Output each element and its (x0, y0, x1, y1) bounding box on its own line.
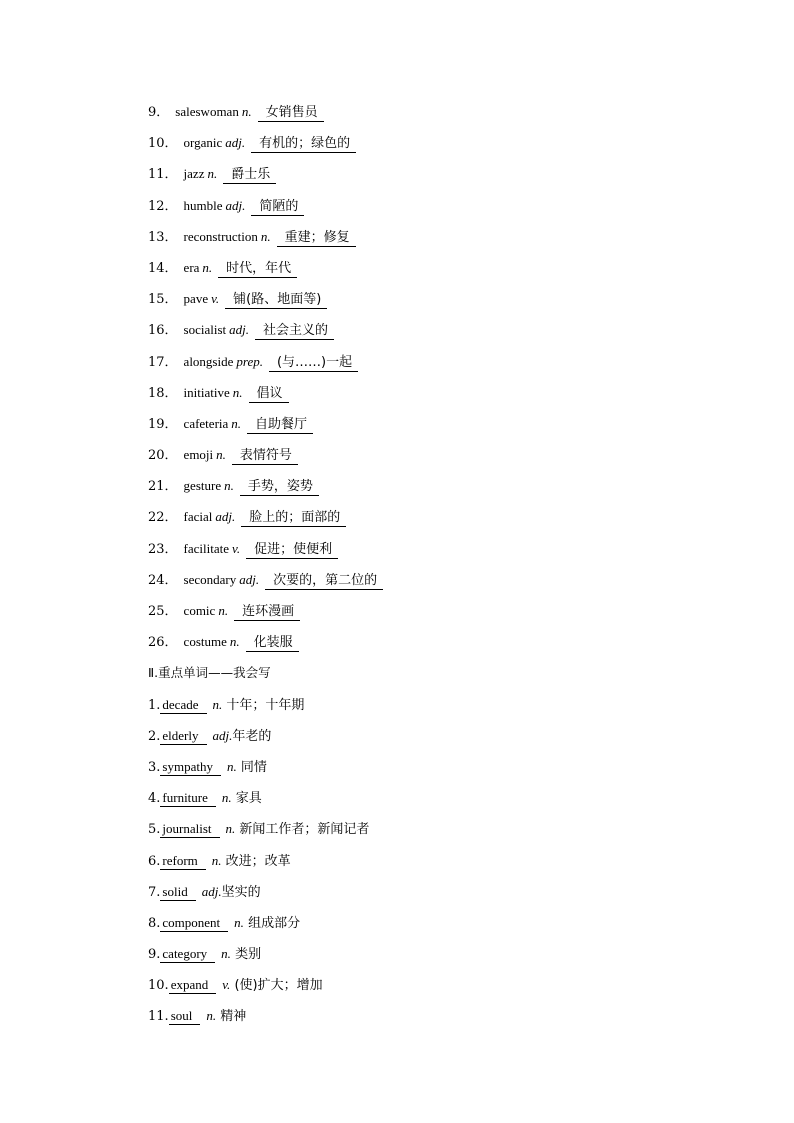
vocab-write-item (148, 694, 748, 725)
item-answer: reform (160, 853, 205, 870)
item-word: gesture (183, 478, 222, 494)
vocab-item (148, 226, 748, 257)
item-answer: 脸上的；面部的 (241, 510, 346, 527)
item-pos: prep. (236, 353, 263, 369)
item-answer: sympathy (160, 759, 221, 776)
item-pos: adj. (225, 135, 246, 151)
item-pos: v. (232, 540, 241, 556)
item-pos: v. (211, 291, 220, 307)
item-answer: category (160, 946, 215, 963)
item-word: humble (183, 197, 223, 213)
vocab-item (148, 195, 748, 226)
item-number: 10. (148, 978, 169, 994)
item-number: 9． (148, 105, 170, 120)
vocab-item (148, 288, 748, 319)
item-answer: 重建；修复 (277, 230, 356, 247)
item-pos: n. (212, 696, 223, 712)
item-answer: 社会主义的 (255, 323, 334, 340)
item-word: costume (183, 634, 227, 650)
item-number: 19． (148, 416, 178, 432)
vocab-item (148, 413, 748, 444)
item-answer: 简陋的 (251, 199, 304, 216)
item-pos: n. (207, 166, 218, 182)
vocab-write-item (148, 974, 748, 1005)
item-pos: n. (221, 946, 231, 962)
vocabulary-list (148, 101, 748, 1037)
item-meaning: 十年；十年期 (226, 697, 305, 713)
vocab-write-item (148, 787, 748, 818)
item-meaning: 坚实的 (221, 884, 261, 900)
vocab-write-item (148, 912, 748, 943)
item-word: initiative (183, 384, 230, 400)
item-number: 11. (148, 1009, 169, 1025)
item-number: 15． (148, 292, 178, 308)
item-answer: 手势，姿势 (240, 479, 319, 496)
item-answer: decade (160, 697, 206, 714)
item-pos: adj. (215, 509, 236, 525)
item-answer: 爵士乐 (223, 167, 276, 184)
vocab-item (148, 569, 748, 600)
vocab-item (148, 444, 748, 475)
item-pos: n. (221, 790, 232, 806)
vocab-item (148, 351, 748, 382)
vocab-item (148, 600, 748, 631)
vocab-item (148, 506, 748, 537)
item-answer: component (160, 915, 228, 932)
item-meaning: 类别 (235, 947, 262, 963)
item-word: socialist (183, 322, 227, 338)
item-number: 21． (148, 479, 178, 495)
item-number: 1. (148, 697, 161, 713)
item-pos: n. (224, 478, 234, 494)
item-number: 22． (148, 510, 178, 526)
vocab-item (148, 132, 748, 163)
item-answer: journalist (160, 821, 219, 838)
item-meaning: 改进；改革 (225, 853, 291, 869)
item-answer: 表情符号 (232, 448, 298, 465)
item-word: era (183, 259, 200, 275)
item-number: 20． (148, 448, 178, 464)
item-number: 6. (148, 853, 161, 869)
vocab-item (148, 163, 748, 194)
vocab-write-item (148, 1005, 748, 1036)
item-pos: n. (260, 228, 271, 244)
item-meaning: 同情 (240, 759, 267, 775)
item-pos: n. (232, 384, 243, 400)
item-pos: n. (231, 415, 242, 431)
vocab-item (148, 319, 748, 350)
vocab-write-item (148, 818, 748, 849)
item-answer: 连环漫画 (234, 604, 300, 621)
item-meaning: 新闻工作者；新闻记者 (239, 822, 370, 838)
item-number: 5. (148, 822, 161, 838)
item-number: 23． (148, 541, 178, 557)
item-word: reconstruction (183, 228, 258, 244)
item-answer: 促进；使便利 (246, 542, 338, 559)
item-answer: 次要的，第二位的 (265, 573, 383, 590)
item-number: 16． (148, 323, 178, 339)
item-meaning: 年老的 (232, 728, 272, 744)
item-pos: adj. (212, 727, 233, 743)
item-number: 10． (148, 136, 178, 152)
item-pos: n. (211, 852, 222, 868)
item-answer: expand (169, 977, 217, 994)
item-pos: n. (218, 603, 229, 618)
item-word: pave (183, 291, 209, 307)
item-answer: soul (169, 1008, 201, 1025)
item-word: organic (183, 135, 223, 151)
item-answer: elderly (160, 728, 206, 745)
item-pos: adj. (225, 197, 246, 213)
item-number: 13． (148, 229, 178, 245)
item-answer: 有机的；绿色的 (251, 136, 356, 153)
vocab-item (148, 257, 748, 288)
item-word: saleswoman (175, 104, 239, 119)
vocab-write-item (148, 850, 748, 881)
item-number: 25． (148, 604, 178, 619)
item-pos: n. (206, 1008, 217, 1024)
item-pos: n. (225, 821, 236, 837)
item-word: alongside (183, 353, 234, 369)
item-word: facial (183, 509, 213, 525)
item-answer: solid (160, 884, 195, 901)
item-meaning: 组成部分 (248, 915, 301, 931)
item-word: emoji (183, 447, 214, 463)
item-number: 17． (148, 354, 178, 370)
vocab-item (148, 631, 748, 662)
item-pos: n. (226, 758, 237, 774)
vocab-item (148, 538, 748, 569)
item-pos: adj. (239, 571, 260, 587)
item-word: jazz (183, 166, 205, 182)
item-number: 2. (148, 728, 161, 744)
item-answer: 倡议 (249, 386, 289, 403)
item-number: 18． (148, 385, 178, 401)
item-meaning: (使)扩大；增加 (234, 978, 323, 994)
vocab-write-item (148, 756, 748, 787)
vocab-item (148, 475, 748, 506)
item-word: secondary (183, 571, 237, 587)
item-pos: n. (202, 259, 213, 275)
vocab-write-item (148, 725, 748, 756)
item-meaning: 精神 (220, 1009, 247, 1025)
item-number: 24． (148, 572, 178, 588)
item-number: 14． (148, 260, 178, 276)
item-answer: 铺(路、地面等) (225, 292, 327, 309)
item-pos: n. (216, 447, 226, 463)
item-pos: adj. (229, 322, 250, 338)
vocab-item (148, 382, 748, 413)
vocab-write-item (148, 881, 748, 912)
item-word: comic (183, 603, 216, 618)
item-answer: furniture (160, 790, 215, 807)
item-number: 9. (148, 947, 161, 963)
item-number: 7. (148, 884, 161, 900)
item-number: 8. (148, 915, 161, 931)
item-number: 11． (148, 167, 178, 183)
item-answer: 化装服 (246, 635, 299, 652)
item-pos: adj. (201, 883, 222, 899)
item-number: 12． (148, 198, 178, 214)
item-pos: n. (234, 914, 244, 930)
vocab-write-item (148, 943, 748, 974)
item-answer: (与……)一起 (269, 355, 358, 372)
section-heading-text: Ⅱ.重点单词——我会写 (148, 665, 271, 681)
item-number: 3. (148, 759, 161, 775)
item-number: 26． (148, 635, 178, 651)
item-word: cafeteria (183, 415, 229, 431)
vocab-item (148, 101, 748, 132)
item-meaning: 家具 (235, 791, 262, 807)
item-number: 4. (148, 791, 161, 807)
item-pos: n. (229, 634, 240, 650)
item-pos: n. (241, 104, 252, 119)
item-answer: 时代，年代 (218, 261, 297, 278)
item-pos: v. (222, 977, 231, 993)
item-answer: 自助餐厅 (247, 417, 313, 434)
section-heading (148, 662, 748, 693)
item-answer: 女销售员 (258, 105, 324, 122)
item-word: facilitate (183, 540, 230, 556)
